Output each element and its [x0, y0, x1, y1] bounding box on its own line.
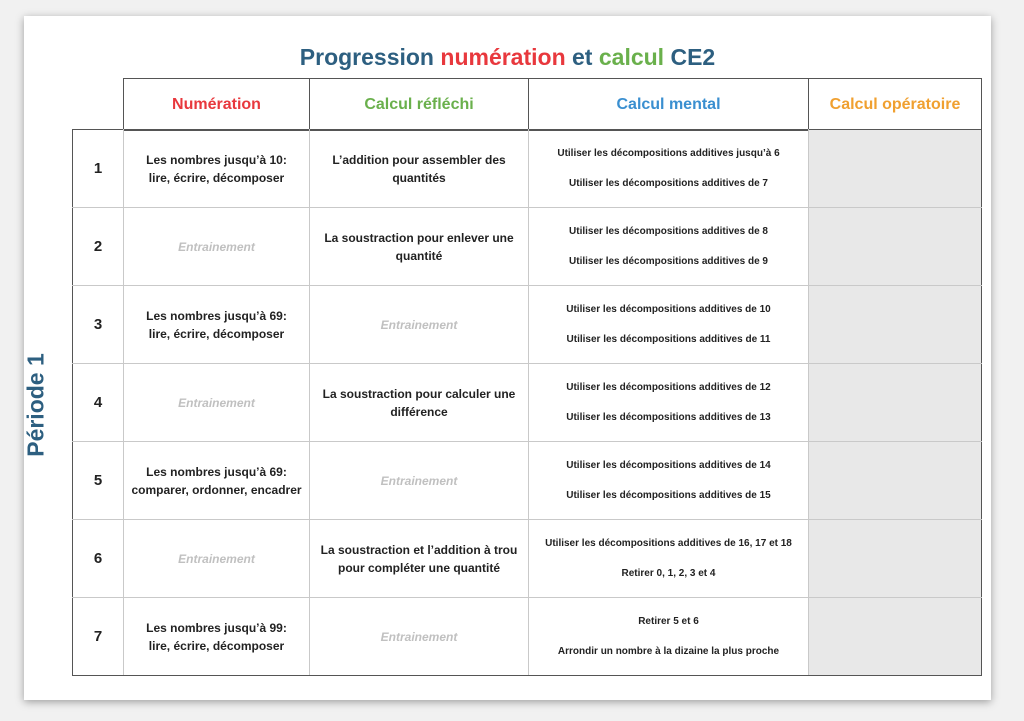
mental-item: Utiliser les décompositions additives de 8: [569, 225, 768, 237]
lesson-text: Les nombres jusqu’à 10: lire, écrire, décomposer: [146, 152, 287, 185]
calcul-mental-cell: [529, 130, 809, 208]
header-calcul-operatoire-label: Calcul opératoire: [829, 95, 961, 113]
week-cell: [73, 364, 124, 442]
calcul-mental-cell: [529, 598, 809, 676]
calcul-mental-cell: [529, 442, 809, 520]
mental-item: Utiliser les décompositions additives de 13: [566, 411, 771, 423]
week-number: 2: [93, 237, 103, 255]
calcul-reflechi-cell: [310, 130, 529, 208]
week-cell: [73, 520, 124, 598]
calcul-operatoire-cell: [809, 208, 982, 286]
week-number: 5: [93, 471, 103, 489]
calcul-mental-cell: [529, 520, 809, 598]
mental-item: Utiliser les décompositions additives de 15: [566, 489, 771, 501]
training-placeholder: Entrainement: [380, 317, 458, 332]
lesson-text: L’addition pour assembler des quantités: [332, 152, 506, 185]
week-cell: [73, 442, 124, 520]
table-row: [73, 442, 982, 520]
week-cell: [73, 208, 124, 286]
title-word-level: CE2: [670, 44, 716, 70]
calcul-reflechi-cell: [310, 286, 529, 364]
numeration-cell: [124, 442, 310, 520]
header-calcul-operatoire: [809, 79, 982, 131]
calcul-reflechi-cell: [310, 520, 529, 598]
week-number: 4: [93, 393, 103, 411]
calcul-operatoire-cell: [809, 442, 982, 520]
lesson-text: Les nombres jusqu’à 99: lire, écrire, décomposer: [146, 620, 287, 653]
mental-item: Arrondir un nombre à la dizaine la plus proche: [557, 645, 780, 657]
numeration-cell: [124, 130, 310, 208]
calcul-operatoire-cell: [809, 286, 982, 364]
calcul-mental-cell: [529, 208, 809, 286]
lesson-text: Les nombres jusqu’à 69: comparer, ordonner, encadrer: [131, 464, 302, 497]
period-label: Période 1: [22, 353, 49, 457]
title-word-et: et: [572, 44, 593, 70]
training-placeholder: Entrainement: [178, 395, 255, 410]
lesson-text: La soustraction et l’addition à trou pour compléter une quantité: [320, 542, 518, 575]
training-placeholder: Entrainement: [380, 473, 458, 488]
training-placeholder: Entrainement: [380, 629, 458, 644]
calcul-operatoire-cell: [809, 130, 982, 208]
header-numeration: [124, 79, 310, 131]
calcul-mental-cell: [529, 286, 809, 364]
week-cell: [73, 598, 124, 676]
mental-item: Utiliser les décompositions additives de 16, 17 et 18: [545, 537, 792, 549]
page-title: [24, 44, 991, 71]
week-cell: [73, 286, 124, 364]
header-calcul-mental-label: Calcul mental: [616, 95, 721, 113]
header-calcul-reflechi: [310, 79, 529, 131]
mental-item: Utiliser les décompositions additives de 12: [566, 381, 771, 393]
calcul-reflechi-cell: [310, 208, 529, 286]
week-number: 6: [93, 549, 103, 567]
mental-item: Utiliser les décompositions additives jusqu’à 6: [557, 147, 780, 159]
calcul-reflechi-cell: [310, 442, 529, 520]
mental-item: Utiliser les décompositions additives de 7: [569, 177, 768, 189]
column-header-table: [123, 78, 982, 131]
week-number: 3: [93, 315, 103, 333]
title-word-progression: Progression: [299, 44, 434, 70]
table-row: [73, 598, 982, 676]
numeration-cell: [124, 208, 310, 286]
week-number: 1: [93, 159, 103, 177]
week-number: 7: [93, 627, 103, 645]
lesson-text: Les nombres jusqu’à 69: lire, écrire, décomposer: [146, 308, 287, 341]
mental-item: Utiliser les décompositions additives de 10: [566, 303, 771, 315]
progression-table: [72, 129, 982, 676]
mental-item: Utiliser les décompositions additives de 14: [566, 459, 771, 471]
calcul-mental-cell: [529, 364, 809, 442]
numeration-cell: [124, 598, 310, 676]
title-word-numeration: numération: [440, 44, 566, 70]
table-row: [73, 208, 982, 286]
header-calcul-mental: [529, 79, 809, 131]
calcul-operatoire-cell: [809, 364, 982, 442]
numeration-cell: [124, 520, 310, 598]
numeration-cell: [124, 364, 310, 442]
mental-item: Retirer 0, 1, 2, 3 et 4: [621, 567, 716, 579]
mental-item: Utiliser les décompositions additives de 9: [569, 255, 768, 267]
header-numeration-label: Numération: [172, 95, 261, 113]
title-word-calcul: calcul: [598, 44, 665, 70]
table-row: [73, 286, 982, 364]
table-row: [73, 364, 982, 442]
week-cell: [73, 130, 124, 208]
table-row: [73, 130, 982, 208]
header-calcul-reflechi-label: Calcul réfléchi: [364, 95, 474, 113]
lesson-text: La soustraction pour enlever une quantité: [324, 230, 514, 263]
calcul-reflechi-cell: [310, 364, 529, 442]
calcul-operatoire-cell: [809, 598, 982, 676]
lesson-text: La soustraction pour calculer une différence: [322, 386, 516, 419]
training-placeholder: Entrainement: [178, 239, 255, 254]
mental-item: Retirer 5 et 6: [638, 615, 699, 627]
calcul-reflechi-cell: [310, 598, 529, 676]
table-row: [73, 520, 982, 598]
numeration-cell: [124, 286, 310, 364]
mental-item: Utiliser les décompositions additives de 11: [566, 333, 771, 345]
calcul-operatoire-cell: [809, 520, 982, 598]
training-placeholder: Entrainement: [178, 551, 255, 566]
